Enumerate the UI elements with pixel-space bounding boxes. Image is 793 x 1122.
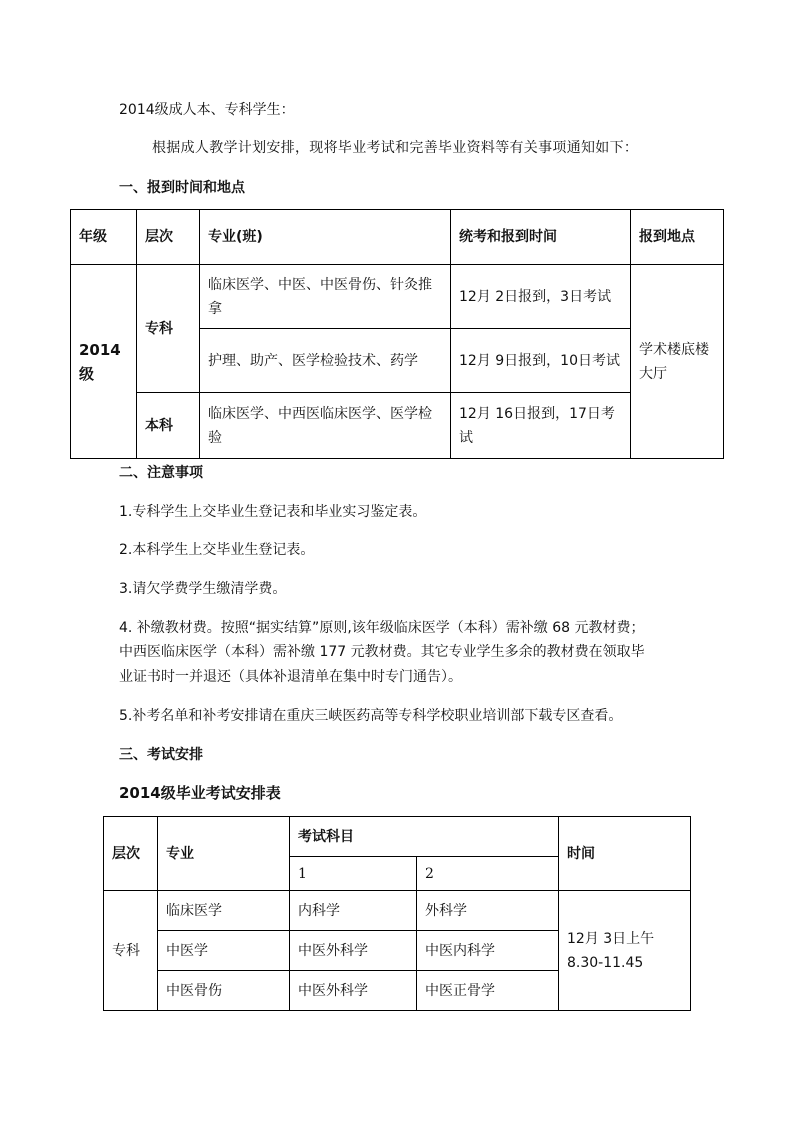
major-cell: 中医骨伤 [158, 971, 290, 1011]
table-row [104, 891, 691, 931]
note-4-line1: 4. 补缴教材费。按照“据实结算”原则,该年级临床医学（本科）需补缴 68 元教材费； [119, 620, 645, 636]
location-cell: 学术楼底楼大厅 [631, 265, 724, 459]
header-time: 时间 [559, 817, 691, 891]
major-cell: 临床医学、中西医临床医学、医学检验 [200, 393, 451, 459]
note-2: 2.本科学生上交毕业生登记表。 [119, 542, 315, 558]
exam-schedule-table [103, 816, 691, 1011]
section1-title: 一、报到时间和地点 [119, 180, 245, 196]
level-zhuanke: 专科 [137, 265, 200, 393]
time-cell: 12月 2日报到，3日考试 [451, 265, 631, 329]
greeting: 2014级成人本、专科学生： [119, 102, 295, 118]
intro-paragraph: 根据成人教学计划安排，现将毕业考试和完善毕业资料等有关事项通知如下： [152, 140, 639, 156]
subject2-cell: 外科学 [417, 891, 559, 931]
time-line1: 12月 3日上午 [567, 930, 655, 947]
section3-title: 三、考试安排 [119, 747, 203, 763]
subject-1-header: 1 [290, 857, 417, 891]
major-cell: 临床医学 [158, 891, 290, 931]
subject1-cell: 中医外科学 [290, 931, 417, 971]
header-grade: 年级 [71, 210, 137, 265]
note-4-line3: 业证书时一并退还（具体补退清单在集中时专门通告）。 [119, 669, 462, 685]
header-location: 报到地点 [631, 210, 724, 265]
exam-table-title: 2014级毕业考试安排表 [119, 784, 281, 802]
header-time: 统考和报到时间 [451, 210, 631, 265]
header-major: 专业 [158, 817, 290, 891]
table-row [71, 265, 724, 329]
major-cell: 临床医学、中医、中医骨伤、针灸推拿 [200, 265, 451, 329]
registration-table [70, 209, 724, 459]
note-5: 5.补考名单和补考安排请在重庆三峡医药高等专科学校职业培训部下载专区查看。 [119, 708, 623, 724]
subject2-cell: 中医正骨学 [417, 971, 559, 1011]
note-4-line2: 中西医临床医学（本科）需补缴 177 元教材费。其它专业学生多余的教材费在领取毕 [119, 644, 645, 660]
note-3: 3.请欠学费学生缴清学费。 [119, 581, 287, 597]
time-cell: 12月 16日报到，17日考试 [451, 393, 631, 459]
time-cell: 12月 9日报到，10日考试 [451, 329, 631, 393]
level-cell: 专科 [104, 891, 158, 1011]
subject-2-header: 2 [417, 857, 559, 891]
header-level: 层次 [104, 817, 158, 891]
level-benke: 本科 [137, 393, 200, 459]
note-1: 1.专科学生上交毕业生登记表和毕业实习鉴定表。 [119, 504, 427, 520]
table-row [71, 393, 724, 459]
major-cell: 护理、助产、医学检验技术、药学 [200, 329, 451, 393]
header-major: 专业(班) [200, 210, 451, 265]
header-subjects: 考试科目 [290, 817, 559, 857]
subject1-cell: 中医外科学 [290, 971, 417, 1011]
grade-cell: 2014级 [71, 265, 137, 459]
major-cell: 中医学 [158, 931, 290, 971]
subject2-cell: 中医内科学 [417, 931, 559, 971]
subject1-cell: 内科学 [290, 891, 417, 931]
header-level: 层次 [137, 210, 200, 265]
time-cell [559, 891, 691, 1011]
time-line2: 8.30-11.45 [567, 954, 644, 971]
section2-title: 二、注意事项 [119, 465, 203, 481]
